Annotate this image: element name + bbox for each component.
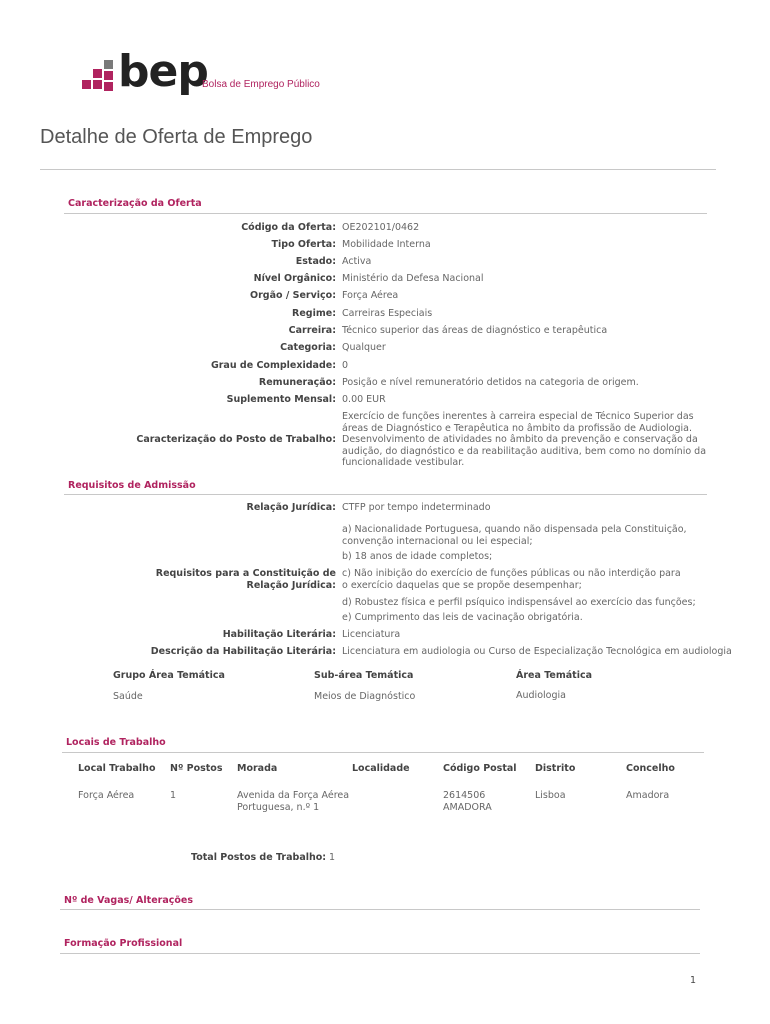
field-value-remuneracao: Posição e nível remuneratório detidos na categoria de origem. bbox=[342, 377, 639, 388]
areas-cell-grupo: Saúde bbox=[113, 691, 143, 702]
field-label-remuneracao: Remuneração: bbox=[258, 377, 336, 388]
requisito-item-b: b) 18 anos de idade completos; bbox=[342, 551, 493, 562]
field-label-regime: Regime: bbox=[292, 308, 336, 319]
bep-logo-subtitle: Bolsa de Emprego Público bbox=[202, 79, 320, 90]
locais-header-postos: Nº Postos bbox=[170, 763, 223, 774]
locais-cell-distrito: Lisboa bbox=[535, 790, 566, 801]
section-divider bbox=[60, 953, 700, 954]
title-divider bbox=[40, 169, 716, 170]
field-label-constituicao-2: Relação Jurídica: bbox=[246, 580, 336, 591]
page-title: Detalhe de Oferta de Emprego bbox=[40, 126, 313, 148]
field-label-posto: Caracterização do Posto de Trabalho: bbox=[136, 434, 336, 445]
locais-header-morada: Morada bbox=[237, 763, 278, 774]
section-divider bbox=[64, 494, 707, 495]
areas-header-area: Área Temática bbox=[516, 670, 593, 681]
requisito-item-d: d) Robustez física e perfil psíquico indispensável ao exercício das funções; bbox=[342, 597, 696, 608]
field-value-carreira: Técnico superior das áreas de diagnóstico e terapêutica bbox=[342, 325, 608, 336]
total-postos-value: 1 bbox=[329, 852, 336, 863]
field-label-estado: Estado: bbox=[295, 256, 336, 267]
field-label-categoria: Categoria: bbox=[280, 342, 336, 353]
field-label-orgao: Orgão / Serviço: bbox=[250, 290, 336, 301]
bep-logo-text: bep bbox=[118, 46, 208, 97]
field-label-descricao-habilitacao: Descrição da Habilitação Literária: bbox=[150, 646, 336, 657]
field-value-categoria: Qualquer bbox=[342, 342, 386, 353]
section-locais-title: Locais de Trabalho bbox=[66, 737, 166, 748]
section-formacao-title: Formação Profissional bbox=[64, 938, 183, 949]
requisito-item-c: c) Não inibição do exercício de funções públicas ou não interdição para o exercício daquelas que se propõe desempenhar; bbox=[342, 568, 681, 591]
requisito-item-a: a) Nacionalidade Portuguesa, quando não dispensada pela Constituição, convenção internacional ou lei especial; bbox=[342, 524, 687, 547]
field-value-posto: Exercício de funções inerentes à carreira especial de Técnico Superior das áreas de Diagnóstico e Terapêutica no âmbito da profissão de Audiologia. Desenvolvimento de atividades no âmbito da prevenção e conservação da audição, do diagnóstico e da reabilitação auditiva, bem como no domínio da funcionalidade vestibular. bbox=[342, 411, 707, 468]
field-value-grau: 0 bbox=[342, 360, 349, 371]
areas-header-subarea: Sub-área Temática bbox=[314, 670, 414, 681]
locais-header-local: Local Trabalho bbox=[78, 763, 156, 774]
field-value-descricao-habilitacao: Licenciatura em audiologia ou Curso de Especialização Tecnológica em audiologia bbox=[342, 646, 732, 657]
field-label-tipo: Tipo Oferta: bbox=[271, 239, 336, 250]
locais-cell-postos: 1 bbox=[170, 790, 177, 801]
section-caracterizacao-title: Caracterização da Oferta bbox=[68, 198, 202, 209]
field-value-codigo: OE202101/0462 bbox=[342, 222, 420, 233]
total-postos-label: Total Postos de Trabalho: bbox=[191, 852, 327, 863]
section-requisitos-title: Requisitos de Admissão bbox=[68, 480, 196, 491]
locais-header-concelho: Concelho bbox=[626, 763, 675, 774]
locais-header-codigo-postal: Código Postal bbox=[443, 763, 517, 774]
locais-cell-morada: Avenida da Força Aérea Portuguesa, n.º 1 bbox=[237, 790, 350, 813]
locais-cell-concelho: Amadora bbox=[626, 790, 670, 801]
field-value-nivel: Ministério da Defesa Nacional bbox=[342, 273, 484, 284]
locais-cell-codigo-postal: 2614506 AMADORA bbox=[443, 790, 492, 813]
field-value-estado: Activa bbox=[342, 256, 372, 267]
field-label-constituicao-1: Requisitos para a Constituição de bbox=[155, 568, 336, 579]
field-label-habilitacao: Habilitação Literária: bbox=[222, 629, 336, 640]
locais-header-distrito: Distrito bbox=[535, 763, 576, 774]
section-divider bbox=[64, 213, 707, 214]
page-number: 1 bbox=[690, 975, 697, 986]
field-label-codigo: Código da Oferta: bbox=[241, 222, 336, 233]
field-value-orgao: Força Aérea bbox=[342, 290, 399, 301]
field-label-relacao: Relação Jurídica: bbox=[246, 502, 336, 513]
locais-header-localidade: Localidade bbox=[352, 763, 410, 774]
field-value-relacao: CTFP por tempo indeterminado bbox=[342, 502, 491, 513]
section-divider bbox=[62, 752, 704, 753]
areas-cell-area: Audiologia bbox=[516, 690, 566, 701]
areas-cell-subarea: Meios de Diagnóstico bbox=[314, 691, 416, 702]
areas-header-grupo: Grupo Área Temática bbox=[113, 670, 225, 681]
field-value-suplemento: 0.00 EUR bbox=[342, 394, 386, 405]
field-label-suplemento: Suplemento Mensal: bbox=[226, 394, 336, 405]
locais-cell-local: Força Aérea bbox=[78, 790, 135, 801]
field-value-regime: Carreiras Especiais bbox=[342, 308, 433, 319]
field-label-grau: Grau de Complexidade: bbox=[210, 360, 336, 371]
field-value-tipo: Mobilidade Interna bbox=[342, 239, 431, 250]
field-label-carreira: Carreira: bbox=[288, 325, 336, 336]
field-value-habilitacao: Licenciatura bbox=[342, 629, 401, 640]
section-vagas-title: Nº de Vagas/ Alterações bbox=[64, 895, 193, 906]
bep-logo-mark bbox=[82, 60, 116, 92]
section-divider bbox=[60, 909, 700, 910]
field-label-nivel: Nível Orgânico: bbox=[253, 273, 336, 284]
requisito-item-e: e) Cumprimento das leis de vacinação obrigatória. bbox=[342, 612, 583, 623]
